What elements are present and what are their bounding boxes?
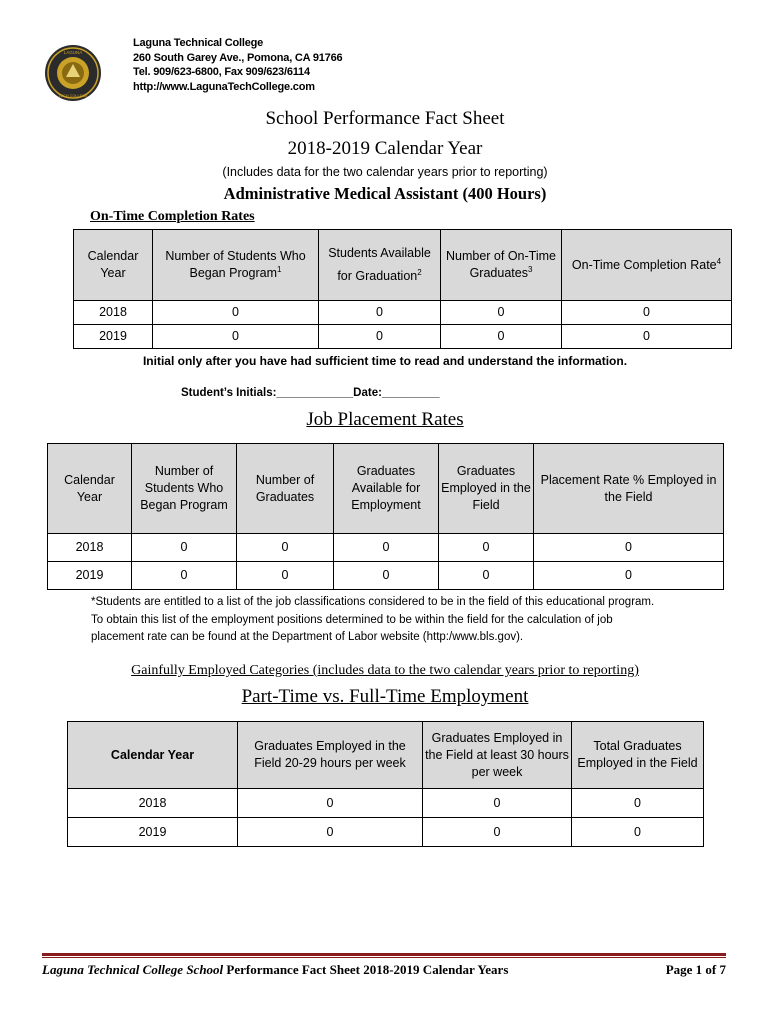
college-address: 260 South Garey Ave., Pomona, CA 91766 (133, 51, 343, 64)
col-calendar-year: Calendar Year (48, 444, 132, 534)
cell: 0 (132, 534, 237, 562)
cell: 0 (153, 325, 319, 349)
cell: 0 (562, 301, 732, 325)
cell: 2018 (68, 789, 238, 818)
date-field[interactable]: Date:_________ (353, 387, 440, 399)
page-footer (42, 962, 726, 978)
initials-line (181, 387, 440, 399)
svg-text:LAGUNA: LAGUNA (63, 50, 83, 55)
footer-rule (42, 953, 726, 956)
cell: 0 (238, 789, 423, 818)
cell: 2019 (68, 818, 238, 847)
college-phone: Tel. 909/623-6800, Fax 909/623/6114 (133, 66, 310, 78)
table-row (74, 301, 732, 325)
placement-heading: Job Placement Rates (306, 409, 464, 430)
cell: 0 (153, 301, 319, 325)
col-began-program: Number of Students Who Began Program$^1$ (153, 230, 319, 301)
footer-title: Performance Fact Sheet 2018-2019 Calendar Years (223, 962, 509, 977)
col-fulltime: Graduates Employed in the Field at least 30 hours per week (423, 722, 572, 789)
col-available-employment: Graduates Available for Employment (334, 444, 439, 534)
cell: 2019 (48, 562, 132, 590)
cell: 0 (423, 818, 572, 847)
placement-table (47, 443, 724, 590)
placement-header-row (48, 444, 724, 534)
cell: 0 (319, 325, 441, 349)
col-calendar-year: Calendar Year (68, 722, 238, 789)
employment-table (67, 721, 704, 847)
footer-rule-thin (42, 957, 726, 958)
employment-heading: Part-Time vs. Full-Time Employment (241, 686, 529, 707)
cell: 0 (237, 562, 334, 590)
table-row (68, 789, 704, 818)
cell: 0 (423, 789, 572, 818)
table-row (48, 534, 724, 562)
col-parttime: Graduates Employed in the Field 20-29 hours per week (238, 722, 423, 789)
employment-header-row (68, 722, 704, 789)
cell: 0 (534, 534, 724, 562)
table-row (68, 818, 704, 847)
table-row (48, 562, 724, 590)
college-name: Laguna Technical College (133, 37, 264, 49)
cell: 0 (334, 562, 439, 590)
col-employed-in-field: Graduates Employed in the Field (439, 444, 534, 534)
initial-notice: Initial only after you have had sufficient time to read and understand the information. (142, 354, 628, 368)
col-available-graduation: Students Available for Graduation$^2$ (319, 230, 441, 301)
cell: 0 (441, 301, 562, 325)
cell: 0 (441, 325, 562, 349)
cell: 0 (237, 534, 334, 562)
cell: 0 (238, 818, 423, 847)
cell: 0 (572, 789, 704, 818)
college-seal-logo (44, 44, 102, 102)
cell: 0 (534, 562, 724, 590)
cell: 0 (439, 562, 534, 590)
footer-title-italic: Laguna Technical College School (42, 962, 224, 977)
col-total-employed: Total Graduates Employed in the Field (572, 722, 704, 789)
col-began-program: Number of Students Who Began Program (132, 444, 237, 534)
col-ontime-graduates: Number of On-Time Graduates$^3$ (441, 230, 562, 301)
completion-heading: On-Time Completion Rates (90, 209, 255, 224)
college-header (133, 36, 342, 94)
cell: 0 (562, 325, 732, 349)
svg-text:TECH COLLEGE: TECH COLLEGE (58, 94, 88, 98)
initials-field[interactable]: Student’s Initials:____________ (181, 387, 354, 399)
completion-table (73, 229, 732, 349)
cell: 2019 (74, 325, 153, 349)
page-number: Page 1 of 7 (665, 962, 726, 977)
cell: 2018 (74, 301, 153, 325)
col-placement-rate: Placement Rate % Employed in the Field (534, 444, 724, 534)
table-row (74, 325, 732, 349)
cell: 2018 (48, 534, 132, 562)
page-title: School Performance Fact Sheet (265, 108, 505, 129)
cell: 0 (334, 534, 439, 562)
page-subtitle-year: 2018-2019 Calendar Year (287, 138, 483, 159)
cell: 0 (572, 818, 704, 847)
footnote-line: To obtain this list of the employment positions determined to be within the field for the calculation of job (91, 613, 613, 626)
completion-header-row (74, 230, 732, 301)
footnote-line: placement rate can be found at the Department of Labor website (http:/www.bls.gov). (91, 631, 524, 643)
col-completion-rate: On-Time Completion Rate$^4$ (562, 230, 732, 301)
col-calendar-year: Calendar Year (74, 230, 153, 301)
cell: 0 (319, 301, 441, 325)
col-graduates: Number of Graduates (237, 444, 334, 534)
cell: 0 (439, 534, 534, 562)
college-website[interactable]: http://www.LagunaTechCollege.com (133, 80, 315, 93)
categories-heading: Gainfully Employed Categories (includes data to the two calendar years prior to reporting) (131, 663, 639, 678)
cell: 0 (132, 562, 237, 590)
placement-footnote (91, 594, 731, 647)
data-period-note: (Includes data for the two calendar years prior to reporting) (222, 165, 548, 179)
footnote-line: *Students are entitled to a list of the job classifications considered to be in the field of this educational program. (91, 596, 655, 608)
program-name: Administrative Medical Assistant (400 Hours) (223, 184, 547, 203)
